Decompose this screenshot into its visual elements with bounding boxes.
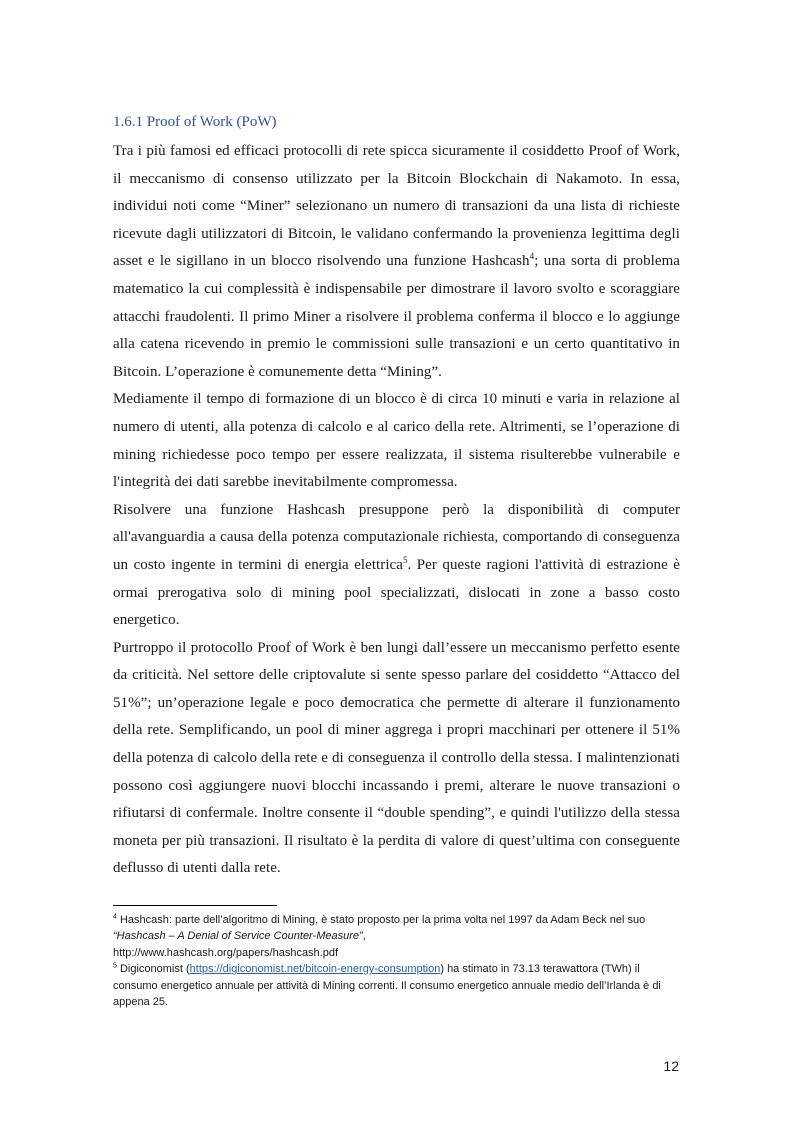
- page-number: 12: [663, 1058, 679, 1074]
- paragraph-1: [113, 138, 680, 386]
- paragraph-4: Purtroppo il protocollo Proof of Work è ben lungi dall’essere un meccanismo perfetto esente da criticità. Nel settore delle criptovalute si sente spesso parlare del cosiddetto “Attacco del 51%”; un’operazione legale e poco democratica che permette di alterare il funzionamento della rete. Semplificando, un pool di miner aggrega i propri macchinari per ottenere il 51% della potenza di calcolo della rete e di conseguenza il controllo della stessa. I malintenzionati possono così aggiungere nuovi blocchi incassando i premi, alterare le nuove transazioni o rifiutarsi di confermale. Inoltre consente il “double spending”, e quindi l'utilizzo della stessa moneta per più transazioni. Il risultato è la perdita di valore di quest’ultima con conseguente deflusso di utenti dalla rete.: [113, 639, 680, 877]
- footnote-4-text-b: ,: [362, 930, 366, 943]
- section-heading: 1.6.1 Proof of Work (PoW): [113, 114, 277, 130]
- footnotes: [113, 912, 680, 1010]
- footnote-ref-5[interactable]: 5: [402, 554, 408, 565]
- page-body: [113, 112, 680, 883]
- paragraph-1-text-a: Tra i più famosi ed efficaci protocolli di rete spicca sicuramente il cosiddetto Proof of Work, il meccanismo di consenso utilizzato per la Bitcoin Blockchain di Nakamoto. In essa, individui noti come “Miner” selezionano un numero di transazioni da una lista di richieste ricevute dagli utilizzatori di Bitcoin, le validano confermando la provenienza legittima degli asset e le sigillano in un blocco risolvendo una funzione Hashcash: [113, 143, 680, 270]
- paragraph-1-text-b: ; una sorta di problema matematico la cui complessità è indispensabile per dimostrare il lavoro svolto e scoraggiare attacchi fraudolenti. Il primo Miner a risolvere il problema conferma il blocco e lo aggiunge alla catena ricevendo in premio le commissioni sulle transazioni e un certo quantitativo in Bitcoin. L’operazione è comunemente detta “Mining”.: [113, 253, 680, 380]
- footnote-5-number: 5: [113, 962, 117, 970]
- footnote-5-text-a: Digiconomist (: [116, 963, 190, 976]
- paragraph-3-text-b: . Per queste ragioni l'attività di estrazione è ormai prerogativa solo di mining pool specializzati, dislocati in zone a basso costo energetico.: [113, 556, 680, 629]
- footnote-4-text-a: Hashcash: parte dell’algoritmo di Mining, è stato proposto per la prima volta nel 1997 da Adam Beck nel suo: [116, 914, 646, 926]
- footnote-5: [113, 961, 680, 1010]
- footnote-separator: [113, 905, 277, 906]
- digiconomist-link[interactable]: https://digiconomist.net/bitcoin-energy-consumption: [189, 963, 441, 976]
- paragraph-3-text-a: Risolvere una funzione Hashcash presuppone però la disponibilità di computer all'avanguardia a causa della potenza computazionale richiesta, comportando di conseguenza un costo ingente in termini di energia elettrica: [113, 501, 680, 573]
- footnote-4-number: 4: [113, 913, 117, 921]
- footnote-ref-4[interactable]: 4: [529, 251, 535, 262]
- footnote-5-text-b: ) ha stimato in 73.13 terawattora (TWh) il consumo energetico annuale per attività di Mining correnti. Il consumo energetico annuale medio dell’Irlanda è di appena 25.: [113, 963, 661, 1009]
- footnote-4: [113, 912, 680, 961]
- paragraph-3: [113, 497, 680, 635]
- footnote-4-url: http://www.hashcash.org/papers/hashcash.pdf: [113, 946, 339, 959]
- footnote-4-title: “Hashcash – A Denial of Service Counter-Measure”: [113, 930, 363, 943]
- paragraph-2: Mediamente il tempo di formazione di un blocco è di circa 10 minuti e varia in relazione al numero di utenti, alla potenza di calcolo e al carico della rete. Altrimenti, se l’operazione di mining richiedesse poco tempo per essere realizzata, il sistema risulterebbe vulnerabile e l'integrità dei dati sarebbe inevitabilmente compromessa.: [113, 391, 680, 491]
